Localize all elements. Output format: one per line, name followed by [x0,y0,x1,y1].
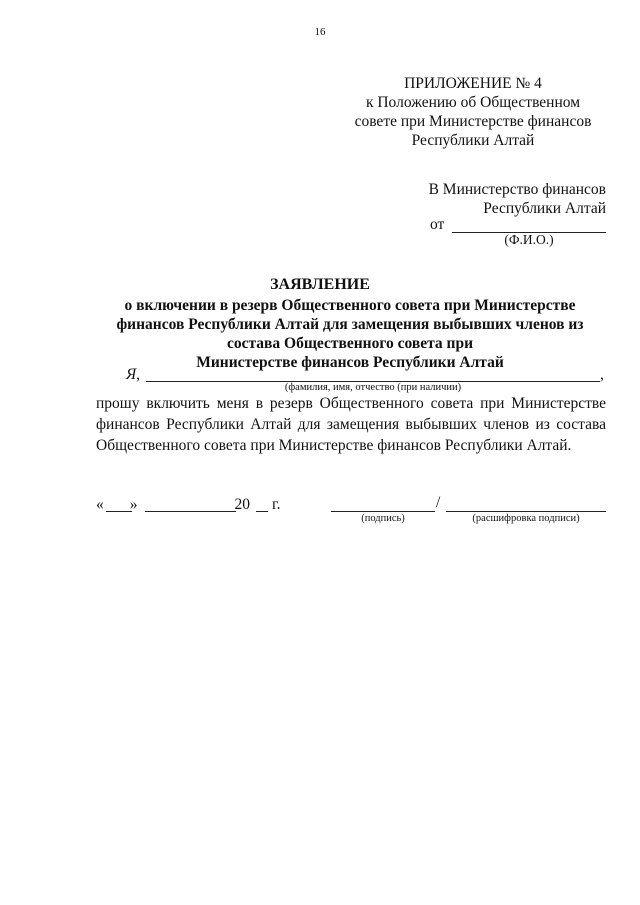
appendix-line: совете при Министерстве финансов [354,113,592,130]
document-title: ЗАЯВЛЕНИЕ [270,276,370,293]
addressee-line: Республики Алтай [483,200,606,217]
signature-slash: / [436,494,441,511]
request-text [96,393,606,456]
subtitle-line: состава Общественного совета при [226,335,474,352]
request-line: прошу включить меня в резерв Общественного совета при Министерстве [96,395,606,412]
request-line: финансов Республики Алтай для замещения выбывших членов из состава [96,416,606,433]
date-open-quote: « [96,496,104,513]
date-year-prefix: 20 [234,496,250,513]
signature-field[interactable] [331,511,435,512]
date-year-suffix: г. [272,496,281,513]
signature-decode-field[interactable] [446,511,606,512]
subtitle-line: о включении в резерв Общественного совета при Министерстве [124,297,576,314]
appendix-header [343,74,603,150]
applicant-label: Я, [126,366,141,383]
date-year-field[interactable] [256,511,268,512]
date-close-quote: » [129,496,138,513]
addressee-block [429,180,606,218]
subtitle-line: Министерстве финансов Республики Алтай [196,354,504,371]
document-subtitle [80,296,620,372]
fio-caption: (Ф.И.О.) [504,232,554,247]
signature-caption: (подпись) [361,513,405,524]
addressee-line: В Министерство финансов [428,181,606,198]
applicant-comma: , [600,366,604,383]
from-label: от [430,216,445,233]
page-number: 16 [314,26,326,38]
date-month-field[interactable] [145,511,236,512]
appendix-line: Республики Алтай [411,132,535,149]
subtitle-line: финансов Республики Алтай для замещения выбывших членов из [116,316,584,333]
appendix-line: к Положению об Общественном [365,94,581,111]
appendix-title: ПРИЛОЖЕНИЕ № 4 [404,75,542,92]
signature-decode-caption: (расшифровка подписи) [472,513,580,524]
date-day-field[interactable] [106,511,132,512]
request-line: Общественного совета при Министерстве финансов Республики Алтай. [96,437,572,454]
applicant-caption: (фамилия, имя, отчество (при наличии) [284,382,462,393]
